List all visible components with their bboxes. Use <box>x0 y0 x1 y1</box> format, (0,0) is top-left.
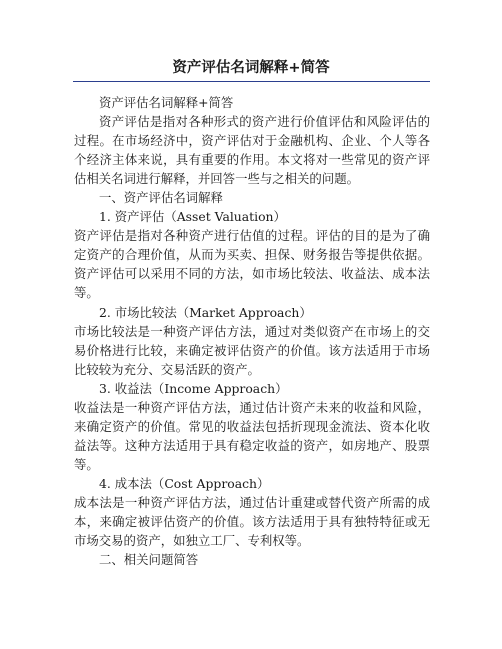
section-heading-qa: 二、相关问题简答 <box>99 552 199 568</box>
term-heading-cost-approach: 4. 成本法（Cost Approach） <box>99 475 270 491</box>
term-body-cost-approach: 成本法是一种资产评估方法，通过估计重建或替代资产所需的成本，来确定被评估资产的价值。该方法适用于具有独特特征或无市场交易的资产，如独立工厂、专利权等。 <box>74 494 430 549</box>
term-heading-income-approach: 3. 收益法（Income Approach） <box>99 380 288 396</box>
term-body-asset-valuation: 资产评估是指对各种资产进行估值的过程。评估的目的是为了确定资产的合理价值，从而为买卖、担保、财务报告等提供依据。资产评估可以采用不同的方法，如市场比较法、收益法、成本法等。 <box>74 228 430 301</box>
term-body-market-approach: 市场比较法是一种资产评估方法，通过对类似资产在市场上的交易价格进行比较，来确定被评估资产的价值。该方法适用于市场比较较为充分、交易活跃的资产。 <box>74 323 430 377</box>
document-title: 资产评估名词解释+简答 <box>172 60 330 76</box>
paragraph-intro: 资产评估是指对各种形式的资产进行价值评估和风险评估的过程。在市场经济中，资产评估对于金融机构、企业、个人等各个经济主体来说，具有重要的作用。本文将对一些常见的资产评估相关名词进行解释，并回答一些与之相关的问题。 <box>74 114 430 187</box>
term-heading-market-approach: 2. 市场比较法（Market Approach） <box>99 304 312 320</box>
paragraph-subtitle: 资产评估名词解释+简答 <box>99 95 234 110</box>
title-divider <box>73 81 430 82</box>
term-heading-asset-valuation: 1. 资产评估（Asset Valuation） <box>99 209 286 225</box>
term-body-income-approach: 收益法是一种资产评估方法，通过估计资产未来的收益和风险，来确定资产的价值。常见的收益法包括折现现金流法、资本化收益法等。这种方法适用于具有稳定收益的资产，如房地产、股票等。 <box>74 399 430 472</box>
document-body <box>74 93 430 569</box>
section-heading-terms: 一、资产评估名词解释 <box>99 190 223 206</box>
